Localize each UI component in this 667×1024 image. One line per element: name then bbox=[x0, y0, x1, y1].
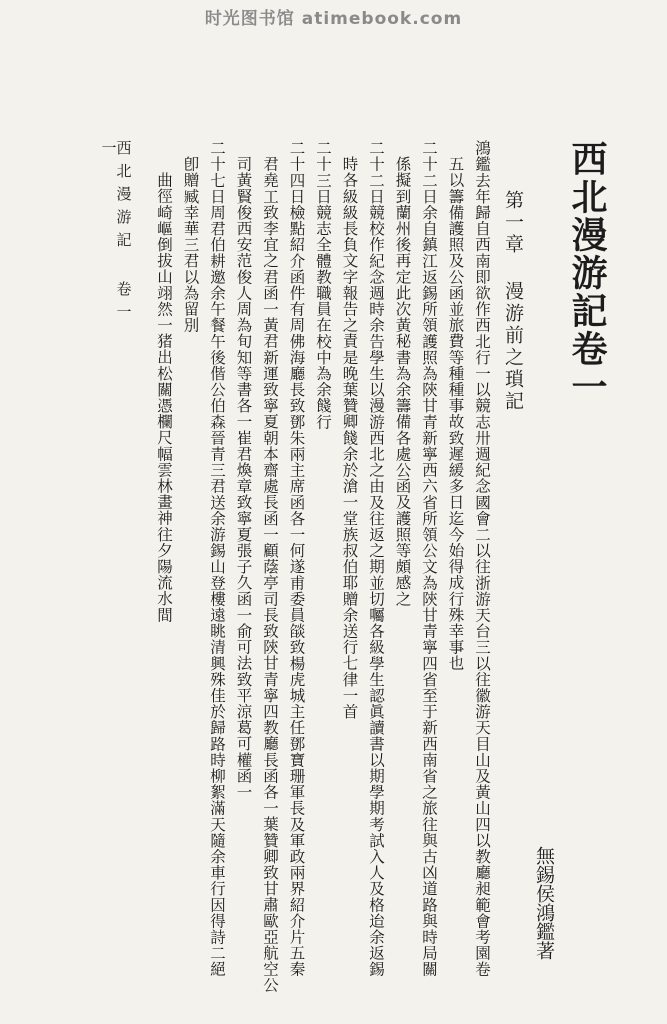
book-page bbox=[99, 140, 608, 994]
paragraph-column: 二十二日競校作紀念週時余告學生以漫游西北之由及往返之期並切囑各級學生認眞讀書以期學期考試入人及格迨余返錫 bbox=[367, 140, 385, 978]
running-title: 西北漫游記 卷一 bbox=[114, 140, 133, 327]
book-title: 西北漫游記卷一 bbox=[566, 140, 608, 406]
page-footer bbox=[101, 140, 131, 960]
paragraph-column: 係擬到蘭州後再定此次黃秘書為余籌備各處公函及護照等頗感之 bbox=[393, 156, 412, 607]
paragraph-column: 五以籌備護照及公函並旅費等種種事故致遲緩多日迄今始得成行殊幸事也 bbox=[446, 156, 465, 672]
paragraph-column: 時各級級長負文字報告之責是晚葉贊卿餞余於滄一堂族叔伯耶贈余送行七律一首 bbox=[340, 156, 359, 720]
paragraph-column: 二十七日周君伯耕邀余午餐午後偕公伯森晉青三君送余游錫山登樓遠眺清興殊佳於歸路時柳絮滿天隨余車行因得詩二絕 bbox=[208, 140, 226, 978]
poem-column: 曲徑崎嶇倒拔山翊然一猪出松關憑欄尺幅雲林畫神往夕陽流水間 bbox=[155, 172, 173, 623]
page-number: 一 bbox=[99, 140, 118, 155]
watermark: 时光图书馆 atimebook.com bbox=[204, 9, 463, 29]
chapter-title: 第一章 漫游前之瑣記 bbox=[502, 190, 524, 413]
paragraph-column: 鴻鑑去年歸自西南即欲作西北行一以競志卅週紀念國會二以往浙游天台三以往徽游天目山及黃山四以教廳昶範會考園卷 bbox=[473, 140, 491, 978]
author-line: 無錫侯鴻鑑著 bbox=[533, 846, 555, 960]
paragraph-column: 卽贈臧幸華三君以為留別 bbox=[181, 156, 200, 334]
paragraph-column: 司黃賢俊西安范俊人周為旬知等書各一崔君煥章致寧夏張子久函一俞可法致平涼葛可權函一 bbox=[234, 156, 253, 800]
paragraph-column: 君堯工致李宜之君函一黃君新運致寧夏朝本齋處長函一顧蔭亭司長致陝甘青寧四教廳長函各一葉贊卿致甘肅歐亞航空公 bbox=[261, 156, 279, 994]
paragraph-column: 二十二日余自鎮江返錫所領護照為陝甘青新寧西六省所領公文為陝甘青寧四省至于新西南省之旅往與古凶道路與時局關 bbox=[420, 140, 438, 978]
paragraph-column: 二十四日檢點紹介函件有周佛海廳長致鄧朱兩主席函各一何遂甫委員燄致楊虎城主任鄧寶珊軍長及軍政兩界紹介片五秦 bbox=[287, 140, 306, 978]
paragraph-column: 二十三日競志全體教職員在校中為余餞行 bbox=[314, 140, 332, 430]
